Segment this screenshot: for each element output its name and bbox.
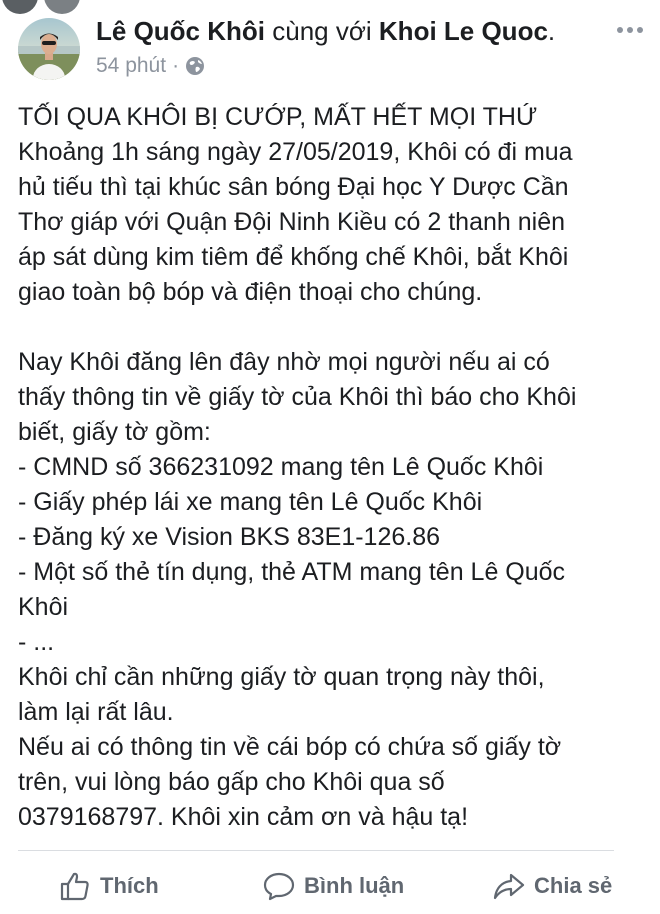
share-button[interactable] [492,866,612,906]
comment-button[interactable] [262,866,404,906]
post-text-line: Thơ giáp với Quận Đội Ninh Kiều có 2 thanh niên [18,208,565,236]
post-header [18,12,648,82]
document-list-item-cont: Khôi [18,593,69,621]
globe-icon[interactable] [185,56,205,76]
more-dots-icon[interactable] [616,20,644,40]
share-icon [492,869,526,903]
tagged-user[interactable]: Khoi Le Quoc [378,16,548,46]
post-text-line: Nếu ai có thông tin về cái bóp có chứa số giấy tờ [18,733,562,761]
post-text-line: thấy thông tin về giấy tờ của Khôi thì báo cho Khôi [18,383,577,411]
comment-label: Bình luận [304,873,405,898]
post-text-line: giao toàn bộ bóp và điện thoại cho chúng. [18,278,483,306]
document-list-item: - Một số thẻ tín dụng, thẻ ATM mang tên Lê Quốc [18,558,566,586]
author-line [96,14,555,48]
post-text-line: Nay Khôi đăng lên đây nhờ mọi người nếu ai có [18,348,550,376]
document-list-item: - ... [18,628,55,656]
post-meta [96,52,205,80]
action-divider [18,850,614,851]
post-text-line: hủ tiếu thì tại khúc sân bóng Đại học Y Dược Cần [18,173,569,201]
author-name[interactable]: Lê Quốc Khôi [96,16,265,46]
post-headline: TỐI QUA KHÔI BỊ CƯỚP, MẤT HẾT MỌI THỨ [18,103,538,131]
document-list-item: - Giấy phép lái xe mang tên Lê Quốc Khôi [18,488,483,516]
share-label: Chia sẻ [534,873,613,898]
post-text-line: áp sát dùng kim tiêm để khống chế Khôi, bắt Khôi [18,243,569,271]
like-label: Thích [100,873,159,898]
post-body [18,100,648,835]
post-time[interactable]: 54 phút [96,54,167,77]
thumbs-up-icon [58,869,92,903]
post-text-line: làm lại rất lâu. [18,698,174,726]
post-text-line: 0379168797. Khôi xin cảm ơn và hậu tạ! [18,803,469,831]
avatar[interactable] [18,18,80,80]
like-button[interactable] [58,866,159,906]
document-list-item: - Đăng ký xe Vision BKS 83E1-126.86 [18,523,441,551]
post-actions [0,862,660,910]
paragraph-gap [18,310,648,345]
post-text-line: Khoảng 1h sáng ngày 27/05/2019, Khôi có đi mua [18,138,573,166]
document-list-item: - CMND số 366231092 mang tên Lê Quốc Khôi [18,453,544,481]
post-text-line: Khôi chỉ cần những giấy tờ quan trọng này thôi, [18,663,545,691]
with-text: cùng với [272,16,372,46]
author-period: . [547,16,556,46]
meta-separator: · [172,54,180,77]
post-text-line: biết, giấy tờ gồm: [18,418,211,446]
post-text-line: trên, vui lòng báo gấp cho Khôi qua số [18,768,445,796]
comment-icon [262,869,296,903]
